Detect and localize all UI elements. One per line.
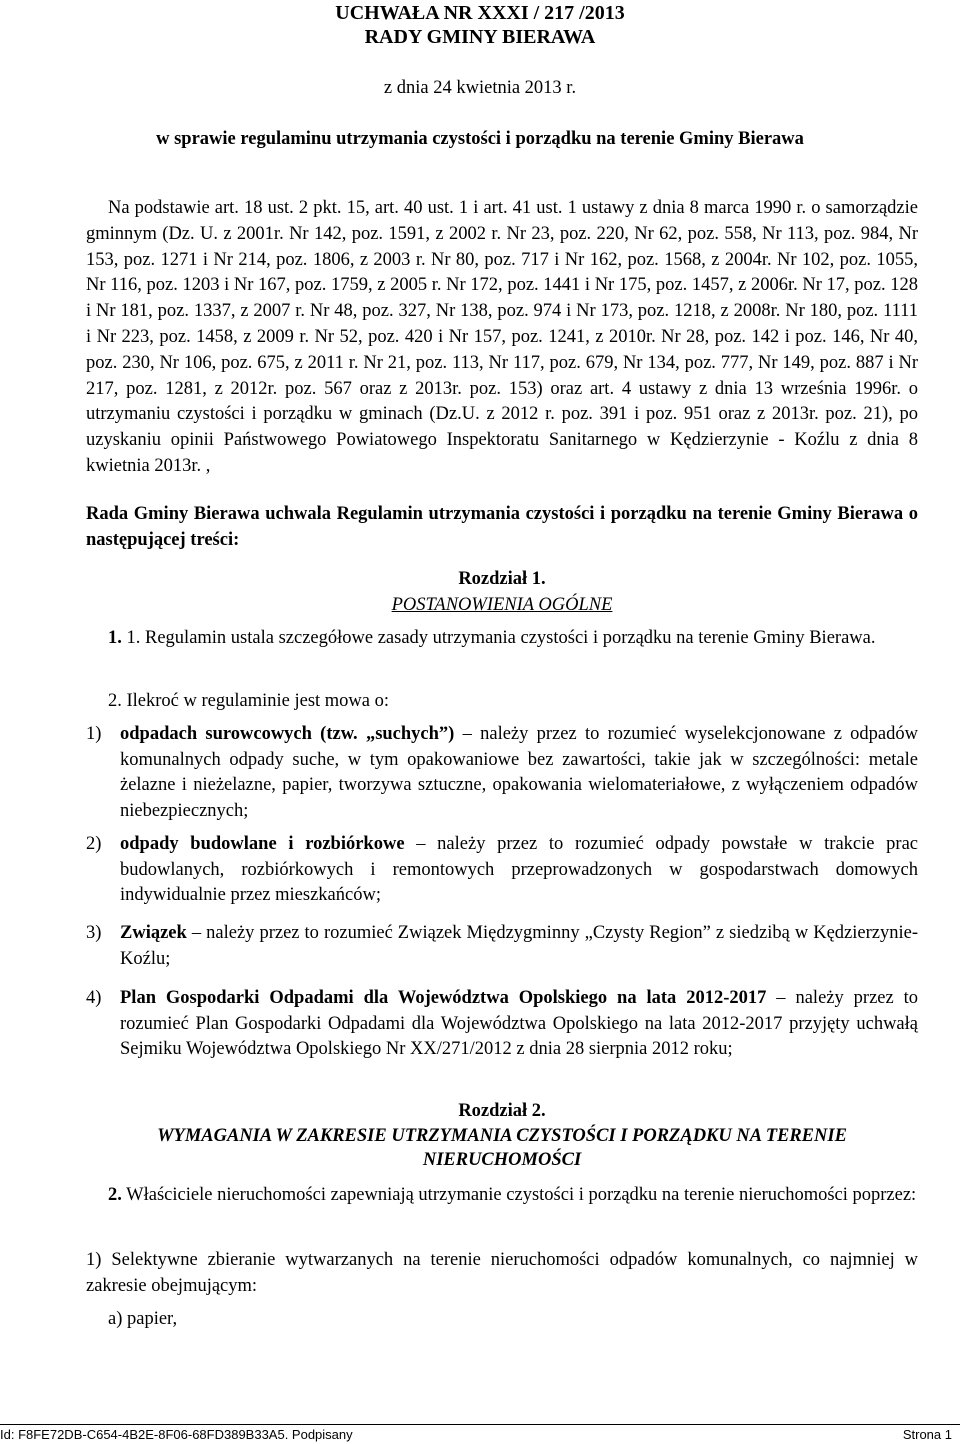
paragraph-2-text: Właściciele nieruchomości zapewniają utrzymanie czystości i porządku na terenie nieruchomości poprzez: <box>126 1185 917 1205</box>
definition-item-1 <box>86 722 918 824</box>
definition-item-2 <box>86 832 918 909</box>
item-term: odpady budowlane i rozbiórkowe <box>120 834 405 854</box>
item-text: – należy przez to rozumieć Plan Gospodarki Odpadami dla Województwa Opolskiego na lata 2012-2017 przyjęty uchwałą Sejmiku Województwa Opolskiego Nr XX/271/2012 z dnia 28 sierpnia 2012 roku; <box>120 988 918 1059</box>
chapter-1-label: Rozdział 1. <box>458 569 546 589</box>
chapter-1-title: POSTANOWIENIA OGÓLNE <box>391 595 613 615</box>
item-term: Plan Gospodarki Odpadami dla Województwa Opolskiego na lata 2012-2017 <box>120 988 767 1008</box>
item-term: Związek <box>120 923 187 943</box>
paragraph-1-text: 1. Regulamin ustala szczegółowe zasady utrzymania czystości i porządku na terenie Gminy Bierawa. <box>126 628 876 648</box>
item-number: 1) <box>86 724 102 744</box>
paragraph-number: 1. <box>108 628 122 648</box>
item-text: – należy przez to rozumieć odpady powstałe w trakcie prac budowlanych, rozbiórkowych i remontowych przeprowadzonych w gospodarstwach domowych indywidualnie przez mieszkańców; <box>120 834 918 905</box>
paragraph-1-point-2-text: 2. Ilekroć w regulaminie jest mowa o: <box>108 691 390 711</box>
paragraph-1-point-2 <box>86 689 918 715</box>
council-name: RADY GMINY BIERAWA <box>364 26 596 48</box>
preamble-legal-basis: Na podstawie art. 18 ust. 2 pkt. 15, art. 40 ust. 1 i art. 41 ust. 1 ustawy z dnia 8 marca 1990 r. o samorządzie gminnym (Dz. U. z 2001r. Nr 142, poz. 1591, z 2002 r. Nr 23, poz. 220, Nr 62, poz. 558, Nr 113, poz. 984, Nr 153, poz. 1271 i Nr 214, poz. 1806, z 2003 r. Nr 80, poz. 717 i Nr 162, poz. 1568, z 2004r. Nr 102, poz. 1055, Nr 116, poz. 1203 i Nr 167, poz. 1759, z 2005 r. Nr 172, poz. 1441 i Nr 175, poz. 1457, z 2006r. Nr 17, poz. 128 i Nr 181, poz. 1337, z 2007 r. Nr 48, poz. 327, Nr 138, poz. 974 i Nr 173, poz. 1218, z 2008r. Nr 180, poz. 1111 i Nr 223, poz. 1458, z 2009 r. Nr 52, poz. 420 i Nr 157, poz. 1241, z 2010r. Nr 28, poz. 142 i poz. 146, Nr 40, poz. 230, Nr 106, poz. 675, z 2011 r. Nr 21, poz. 113, Nr 117, poz. 679, Nr 134, poz. 777, Nr 149, poz. 887 i Nr 217, poz. 1281, z 2012r. poz. 567 oraz z 2013r. poz. 153) oraz art. 4 ustawy z dnia 13 września 1996r. o utrzymaniu czystości i porządku w gminach (Dz.U. z 2012 r. poz. 391 i poz. 951 oraz z 2013r. poz. 21), po uzyskaniu opinii Państwowego Powiatowego Inspektoratu Sanitarnego w Kędzierzynie - Koźlu z dnia 8 kwietnia 2013r. , <box>86 198 918 476</box>
chapter-2-title-line-1: WYMAGANIA W ZAKRESIE UTRZYMANIA CZYSTOŚCI I PORZĄDKU NA TERENIE <box>157 1126 847 1146</box>
chapter-2-label: Rozdział 2. <box>458 1101 546 1121</box>
paragraph-number: 2. <box>108 1185 122 1205</box>
item-term: odpadach surowcowych (tzw. „suchych”) <box>120 724 455 744</box>
definition-item-3 <box>86 921 918 972</box>
chapter-2-title-line-2: NIERUCHOMOŚCI <box>422 1150 582 1170</box>
item-text: – należy przez to rozumieć wyselekcjonowane z odpadów komunalnych odpady suche, w tym opakowaniowe bez zawartości, takie jak w szczególności: metale żelazne i nieżelazne, papier, tworzywa sztuczne, opakowania wielomateriałowe, z wyłączeniem odpadów niebezpiecznych; <box>120 724 918 821</box>
paragraph-2-item-1: 1) Selektywne zbieranie wytwarzanych na terenie nieruchomości odpadów komunalnych, co najmniej w zakresie obejmującym: <box>86 1250 918 1296</box>
item-number: 4) <box>86 988 102 1008</box>
footer-divider <box>0 1424 960 1425</box>
document-id: Id: F8FE72DB-C654-4B2E-8F06-68FD389B33A5. Podpisany <box>0 1427 353 1442</box>
resolution-number: UCHWAŁA NR XXXI / 217 /2013 <box>335 2 625 24</box>
item-number: 2) <box>86 834 102 854</box>
resolution-subject: w sprawie regulaminu utrzymania czystości i porządku na terenie Gminy Bierawa <box>156 129 804 149</box>
paragraph-2 <box>86 1183 918 1209</box>
paragraph-1 <box>86 626 918 652</box>
item-number: 3) <box>86 923 102 943</box>
definition-item-4 <box>86 986 918 1063</box>
resolution-date: z dnia 24 kwietnia 2013 r. <box>383 78 577 98</box>
paragraph-2-item-1a <box>86 1307 918 1333</box>
page-number: Strona 1 <box>902 1427 952 1442</box>
preamble-resolution: Rada Gminy Bierawa uchwala Regulamin utrzymania czystości i porządku na terenie Gminy Bierawa o następującej treści: <box>86 504 918 550</box>
item-text: – należy przez to rozumieć Związek Międzygminny „Czysty Region” z siedzibą w Kędzierzynie-Koźlu; <box>120 923 918 969</box>
paragraph-2-item-1a-text: a) papier, <box>108 1309 178 1329</box>
